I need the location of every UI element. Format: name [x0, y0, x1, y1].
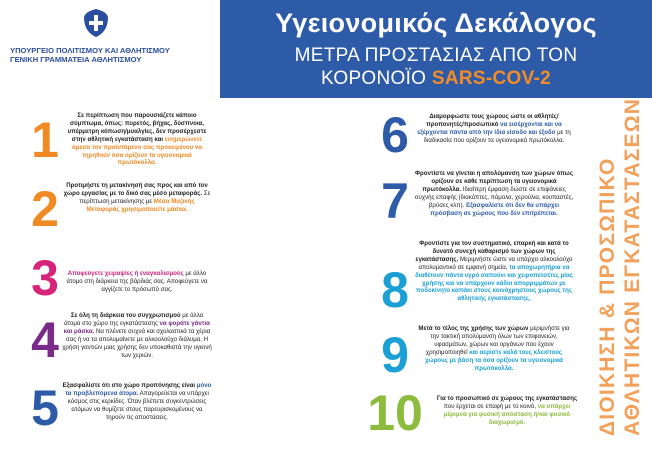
- rule-text-4: Σε όλη τη διάρκεια του συγχρωτισμού με άλλα άτομα στο χώρο της εγκατάστασης να φοράτε γάντια και μάσκα. Να πλένετε συχνά και σχολαστικά τα χέρια σας ή να τα απολυμαίνετε με αλκοολούχο διάλυμα. Η χρήση γαντιών μιας χρήσης δεν υποκαθιστά την υγιεινή των χεριών.: [62, 312, 212, 359]
- rule-text-3: Αποφεύγετε χειραψίες ή εναγκαλισμούς με άλλο άτομο στη διάρκεια της βάρδιάς σας. Αποφεύγετε να αγγίζετε το πρόσωπό σας.: [66, 270, 208, 293]
- title-banner: [220, 0, 652, 98]
- side-label-line-2: ΑΘΛΗΤΙΚΩΝ ΕΓΚΑΤΑΣΤΑΣΕΩΝ: [621, 97, 644, 436]
- ministry-name: [10, 46, 230, 64]
- rule-number-10: 10: [367, 385, 423, 441]
- greek-emblem-icon: [83, 8, 109, 38]
- rule-text-9: Μετά το τέλος της χρήσης των χώρων μεριμνήστε για την τακτική απολύμανση όλων των επιφανειών, υφασμάτων, χώρων και οργάνων που έχουν χρησιμοποιηθεί και αερίστε καλά τους κλειστούς χώρους με βάση τα όσα ορίζουν τα υγειονομικά πρωτόκολλα.: [418, 325, 570, 372]
- rule-number-1: 1: [31, 112, 59, 168]
- rule-number-6: 6: [381, 107, 409, 163]
- rule-number-7: 7: [381, 173, 409, 229]
- rule-number-9: 9: [381, 327, 409, 383]
- rule-text-8: Φροντίστε για τον συστηματικό, επαρκή και κατά το δυνατό συνεχή καθαρισμό των χώρων της εγκατάστασης. Μεριμνήστε ώστε να υπάρχει αλκοολούχο απολυμαντικό σε εμφανή σημεία, τα αποχωρητήρια να διαθέτουν πάντα υγρό σαπούνι και χειροπετσέτες μίας χρήσης και να υπάρχουν κάδοι απορριμμάτων με ποδοκίνητο καπάκι στους κοινόχρηστους χώρους της αθλητικής εγκατάστασης.: [415, 240, 573, 303]
- subtitle-line-2: [220, 68, 652, 90]
- rule-text-10: Για το προσωπικό σε χώρους της εγκατάστασης που έρχεται σε επαφή με το κοινό, να υπάρχει μέριμνα για φυσική απόσταση ή/και φυσικό διαχωρισμό.: [436, 395, 578, 426]
- subtitle-line-2-text: ΚΟΡΟΝΟΪΟ: [320, 68, 427, 89]
- side-label-line-1: ΔΙΟΙΚΗΣΗ & ΠΡΟΣΩΠΙΚΟ: [596, 157, 619, 436]
- virus-name: SARS-COV-2: [431, 68, 551, 89]
- rule-text-7: Φροντίστε να γίνεται η απολύμανση των χώρων όπως ορίζουν σε κάθε περίπτωση τα υγειονομικά πρωτόκολλα. Ιδιαίτερη έμφαση δώστε σε επιφάνειες συχνής επαφής (διακόπτες, πόμολα, χερούλια, κουπαστές, βρύσες κλπ). Εξασφαλίστε ότι δεν θα υπάρχει πρόσβαση σε χώρους που δεν επιτρέπεται.: [414, 170, 574, 217]
- rule-text-6: Διαμορφώστε τους χώρους ώστε οι αθλητές/προπονητές/προσωπικό να εισέρχονται και να εξέρχονται πάντα από την ίδια είσοδο και έξοδο με τη διαδικασία που ορίζουν τα υγειονομικά πρωτόκολλα.: [417, 113, 571, 144]
- rule-number-8: 8: [381, 262, 409, 318]
- rule-number-5: 5: [31, 380, 59, 436]
- rule-text-5: Εξασφαλίστε ότι στο χώρο προπόνησης είναι μόνο τα προβλεπόμενα άτομα. Απαγορεύεται να υπάρχει κόσμος στις κερκίδες. Όταν βλέπετε συγκεντρώσεις ατόμων να θυμίζετε στους παρευρισκομένους να τηρούν τις αποστάσεις.: [62, 382, 212, 421]
- rule-number-2: 2: [31, 181, 59, 237]
- rule-number-4: 4: [31, 312, 59, 368]
- page-title: Υγειονομικός Δεκάλογος: [275, 8, 597, 38]
- ministry-line-2: ΓΕΝΙΚΗ ΓΡΑΜΜΑΤΕΙΑ ΑΘΛΗΤΙΣΜΟΥ: [10, 55, 142, 64]
- side-label: [596, 97, 652, 450]
- subtitle-line-1: ΜΕΤΡΑ ΠΡΟΣΤΑΣΙΑΣ ΑΠΟ ΤΟΝ: [294, 45, 578, 66]
- rule-number-3: 3: [31, 250, 59, 306]
- ministry-line-1: ΥΠΟΥΡΓΕΙΟ ΠΟΛΙΤΙΣΜΟΥ ΚΑΙ ΑΘΛΗΤΙΣΜΟΥ: [10, 46, 170, 55]
- rule-text-2: Προτιμήστε τη μετακίνησή σας προς και από τον χώρο εργασίας με το δικό σας μέσο μεταφοράς. Σε περίπτωση μετακίνησης με Μέσα Μαζικής Μεταφοράς χρησιμοποιείτε μάσκα.: [63, 182, 211, 213]
- rule-text-1: Σε περίπτωση που παρουσιάζετε κάποιο σύμπτωμα, όπως: πυρετός, βήχας, δύσπνοια, υπέρμετρη κόπωση/μυαλγίες, δεν προσέρχεστε στην αθλητική εγκατάσταση και ενημερώνετε άμεσα τον προϊστάμενο σας προκειμένου να τηρηθούν όσα ορίζουν τα υγειονομικά πρωτόκολλα.: [67, 112, 207, 167]
